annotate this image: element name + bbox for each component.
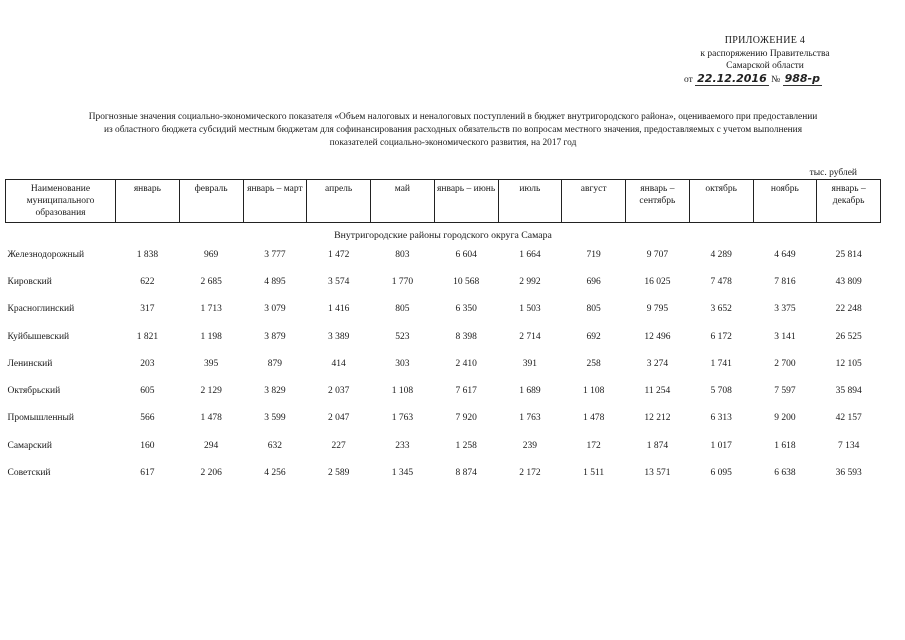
value-cell: 4 895 — [264, 276, 286, 287]
header-cell: август — [562, 180, 626, 223]
table-row — [6, 350, 881, 377]
value-cell: 4 649 — [774, 249, 796, 260]
value-cell: 2 047 — [327, 413, 350, 424]
header-cell: июль — [498, 180, 562, 223]
value-cell: 10 568 — [453, 276, 480, 287]
value-cell: 2 589 — [327, 468, 350, 479]
header-cell: январь — [116, 180, 180, 223]
table-row — [6, 377, 881, 404]
handwritten-number: 988-р — [784, 71, 820, 85]
value-cell: 4 289 — [710, 249, 732, 260]
table-row — [6, 296, 881, 323]
value-cell: 2 992 — [519, 276, 541, 287]
value-cell: 605 — [140, 386, 155, 397]
row-name-cell: Железнодорожный — [7, 249, 85, 260]
value-cell: 9 707 — [646, 249, 669, 260]
value-cell: 6 350 — [455, 304, 477, 315]
value-cell: 3 599 — [264, 413, 286, 424]
header-cell: февраль — [179, 180, 243, 223]
value-cell: 12 105 — [835, 358, 862, 369]
value-cell: 2 172 — [519, 468, 541, 479]
value-cell: 617 — [140, 468, 155, 479]
header-row — [6, 180, 881, 223]
value-cell: 6 172 — [710, 331, 732, 342]
value-cell: 1 472 — [327, 249, 350, 260]
value-cell: 7 134 — [837, 440, 860, 451]
value-cell: 3 141 — [774, 331, 796, 342]
value-cell: 1 874 — [646, 440, 669, 451]
value-cell: 566 — [140, 413, 155, 424]
value-cell: 294 — [204, 440, 219, 451]
value-cell: 1 713 — [200, 304, 222, 315]
table-header — [6, 180, 881, 223]
row-name-cell: Куйбышевский — [7, 331, 70, 342]
value-cell: 803 — [395, 249, 410, 260]
value-cell: 969 — [204, 249, 219, 260]
value-cell: 696 — [586, 276, 601, 287]
row-name-cell: Советский — [7, 468, 51, 479]
value-cell: 43 809 — [835, 276, 862, 287]
value-cell: 3 274 — [646, 358, 669, 369]
handwritten-date: 22.12.2016 — [697, 71, 767, 85]
value-cell: 395 — [204, 358, 219, 369]
value-cell: 523 — [395, 331, 410, 342]
header-cell: январь – декабрь — [817, 180, 881, 223]
value-cell: 1 503 — [519, 304, 541, 315]
value-cell: 2 037 — [327, 386, 350, 397]
heading-line-2: из областного бюджета субсидий местным бюджетам для софинансирования расходных обязательств по вопросам местного значения, предоставляемых с учетом выполнения — [103, 125, 803, 135]
value-cell: 12 496 — [644, 331, 671, 342]
table-body — [6, 223, 881, 487]
value-cell: 26 525 — [835, 331, 862, 342]
value-cell: 414 — [331, 358, 346, 369]
value-cell: 805 — [395, 304, 410, 315]
value-cell: 8 398 — [455, 331, 477, 342]
value-cell: 8 874 — [455, 468, 477, 479]
section-row — [6, 223, 881, 242]
value-cell: 1 618 — [774, 440, 796, 451]
value-cell: 2 685 — [200, 276, 222, 287]
value-cell: 11 254 — [644, 386, 671, 397]
value-cell: 3 574 — [327, 276, 350, 287]
section-title: Внутригородские районы городского округа Самара — [334, 230, 552, 241]
value-cell: 3 389 — [327, 331, 350, 342]
value-cell: 160 — [140, 440, 155, 451]
table-row — [6, 323, 881, 350]
value-cell: 6 313 — [710, 413, 732, 424]
value-cell: 2 206 — [200, 468, 222, 479]
value-cell: 1 345 — [391, 468, 414, 479]
appendix-block — [680, 35, 850, 86]
value-cell: 879 — [267, 358, 282, 369]
value-cell: 2 129 — [200, 386, 222, 397]
row-name-cell: Ленинский — [7, 358, 53, 369]
value-cell: 805 — [586, 304, 601, 315]
value-cell: 9 200 — [774, 413, 796, 424]
row-name-cell: Кировский — [7, 276, 52, 287]
value-cell: 1 770 — [391, 276, 414, 287]
units-label: тыс. рублей — [809, 168, 857, 178]
header-cell: январь – сентябрь — [626, 180, 690, 223]
value-cell: 1 017 — [710, 440, 732, 451]
row-name-cell: Октябрьский — [7, 386, 61, 397]
value-cell: 1 416 — [327, 304, 350, 315]
table-row — [6, 432, 881, 459]
value-cell: 5 708 — [710, 386, 732, 397]
table-row — [6, 241, 881, 268]
value-cell: 3 829 — [264, 386, 286, 397]
value-cell: 7 597 — [774, 386, 796, 397]
value-cell: 4 256 — [264, 468, 286, 479]
value-cell: 1 258 — [455, 440, 477, 451]
value-cell: 1 198 — [200, 331, 222, 342]
value-cell: 1 664 — [519, 249, 541, 260]
value-cell: 203 — [140, 358, 155, 369]
value-cell: 1 478 — [582, 413, 605, 424]
header-cell-name: Наименование муниципального образования — [6, 180, 116, 223]
value-cell: 239 — [522, 440, 537, 451]
value-cell: 1 478 — [200, 413, 222, 424]
row-name-cell: Промышленный — [7, 413, 74, 424]
value-cell: 233 — [395, 440, 410, 451]
value-cell: 1 108 — [582, 386, 605, 397]
value-cell: 9 795 — [646, 304, 669, 315]
value-cell: 7 920 — [455, 413, 477, 424]
appendix-date-line — [680, 73, 850, 87]
value-cell: 6 095 — [710, 468, 732, 479]
value-cell: 3 375 — [774, 304, 796, 315]
value-cell: 12 212 — [644, 413, 671, 424]
header-cell: апрель — [307, 180, 371, 223]
value-cell: 622 — [140, 276, 155, 287]
value-cell: 3 879 — [264, 331, 286, 342]
value-cell: 36 593 — [835, 468, 862, 479]
table-row — [6, 405, 881, 432]
value-cell: 7 478 — [710, 276, 732, 287]
value-cell: 2 714 — [519, 331, 541, 342]
value-cell: 692 — [586, 331, 601, 342]
value-cell: 303 — [395, 358, 410, 369]
header-cell: май — [371, 180, 435, 223]
appendix-line-2: Самарской области — [726, 61, 804, 71]
value-cell: 227 — [331, 440, 346, 451]
table-row — [6, 459, 881, 486]
value-cell: 16 025 — [644, 276, 671, 287]
header-cell: январь – март — [243, 180, 307, 223]
value-cell: 1 763 — [519, 413, 541, 424]
date-prefix: от — [684, 74, 693, 85]
value-cell: 3 652 — [710, 304, 732, 315]
value-cell: 3 777 — [264, 249, 286, 260]
forecast-table — [5, 179, 881, 487]
value-cell: 317 — [140, 304, 155, 315]
value-cell: 258 — [586, 358, 601, 369]
number-prefix: № — [771, 74, 781, 85]
value-cell: 25 814 — [835, 249, 862, 260]
value-cell: 3 079 — [264, 304, 286, 315]
value-cell: 22 248 — [835, 304, 862, 315]
value-cell: 1 821 — [136, 331, 159, 342]
value-cell: 632 — [267, 440, 282, 451]
value-cell: 7 816 — [774, 276, 796, 287]
row-name-cell: Самарский — [7, 440, 52, 451]
value-cell: 391 — [522, 358, 537, 369]
value-cell: 2 410 — [455, 358, 477, 369]
value-cell: 1 511 — [583, 468, 605, 479]
header-cell: январь – июнь — [434, 180, 498, 223]
appendix-title: ПРИЛОЖЕНИЕ 4 — [724, 35, 806, 46]
value-cell: 2 700 — [774, 358, 796, 369]
value-cell: 42 157 — [835, 413, 862, 424]
value-cell: 7 617 — [455, 386, 477, 397]
value-cell: 6 604 — [455, 249, 477, 260]
value-cell: 1 108 — [391, 386, 414, 397]
heading-line-3: показателей социально-экономического развития, на 2017 год — [329, 138, 577, 148]
document-heading — [8, 111, 898, 150]
appendix-line-1: к распоряжению Правительства — [700, 48, 830, 59]
header-cell: октябрь — [689, 180, 753, 223]
value-cell: 13 571 — [644, 468, 671, 479]
value-cell: 35 894 — [835, 386, 862, 397]
table-row — [6, 268, 881, 295]
heading-line-1: Прогнозные значения социально-экономического показателя «Объем налоговых и неналоговых поступлений в бюджет внутригородского района», оцениваемого при предоставлении — [88, 112, 818, 122]
value-cell: 6 638 — [774, 468, 796, 479]
value-cell: 1 689 — [519, 386, 541, 397]
row-name-cell: Красноглинский — [7, 304, 75, 315]
value-cell: 1 741 — [710, 358, 732, 369]
value-cell: 1 763 — [391, 413, 414, 424]
header-cell: ноябрь — [753, 180, 817, 223]
value-cell: 172 — [586, 440, 601, 451]
value-cell: 1 838 — [136, 249, 159, 260]
value-cell: 719 — [586, 249, 601, 260]
